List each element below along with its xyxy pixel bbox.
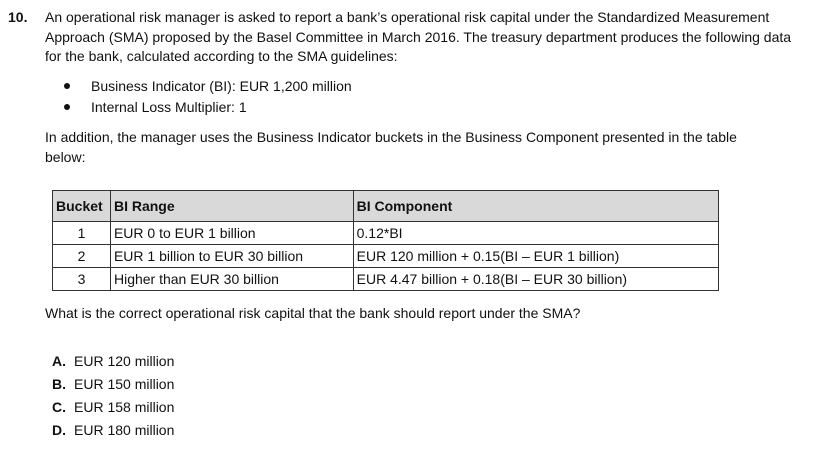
bullet-icon [64,83,70,89]
table-row [53,222,719,245]
option-text: EUR 158 million [74,399,175,415]
option-letter: B. [52,376,66,392]
bullet-text: Business Indicator (BI): EUR 1,200 million [91,78,352,94]
answer-option-a[interactable] [52,351,174,374]
table-intro: In addition, the manager uses the Business Indicator buckets in the Business Component presented in the table below: [45,129,737,165]
component-cell: EUR 120 million + 0.15(BI – EUR 1 billion) [353,245,718,268]
range-cell: EUR 1 billion to EUR 30 billion [110,245,353,268]
table-header-row [53,191,719,222]
data-bullet-list [45,76,352,118]
component-cell: EUR 4.47 billion + 0.18(BI – EUR 30 billion) [353,268,718,291]
table-row [53,245,719,268]
answer-option-c[interactable] [52,397,174,420]
question-number: 10. [8,9,28,25]
bi-bucket-table [52,190,719,291]
range-cell: EUR 0 to EUR 1 billion [110,222,353,245]
option-text: EUR 120 million [74,353,175,369]
answer-option-d[interactable] [52,420,174,443]
bucket-cell: 3 [53,268,111,291]
bucket-cell: 1 [53,222,111,245]
option-letter: C. [52,399,66,415]
question-stem: An operational risk manager is asked to report a bank’s operational risk capital under the Standardized Measurement Approach (SMA) proposed by the Basel Committee in March 2016. The treasury department produces the following data for the bank, calculated according to the SMA guidelines: [45,9,792,64]
bullet-text: Internal Loss Multiplier: 1 [91,99,247,115]
range-cell: Higher than EUR 30 billion [110,268,353,291]
header-bi-range: BI Range [110,191,353,222]
answer-options [52,351,174,443]
option-text: EUR 150 million [74,376,175,392]
bullet-icon [64,104,70,110]
header-bi-component: BI Component [353,191,718,222]
table-row [53,268,719,291]
option-text: EUR 180 million [74,422,175,438]
header-bucket: Bucket [53,191,111,222]
bucket-cell: 2 [53,245,111,268]
bullet-item [45,76,352,97]
component-cell: 0.12*BI [353,222,718,245]
question-prompt: What is the correct operational risk capital that the bank should report under the SMA? [45,305,581,321]
option-letter: D. [52,422,66,438]
option-letter: A. [52,353,66,369]
answer-option-b[interactable] [52,374,174,397]
bullet-item [45,97,352,118]
